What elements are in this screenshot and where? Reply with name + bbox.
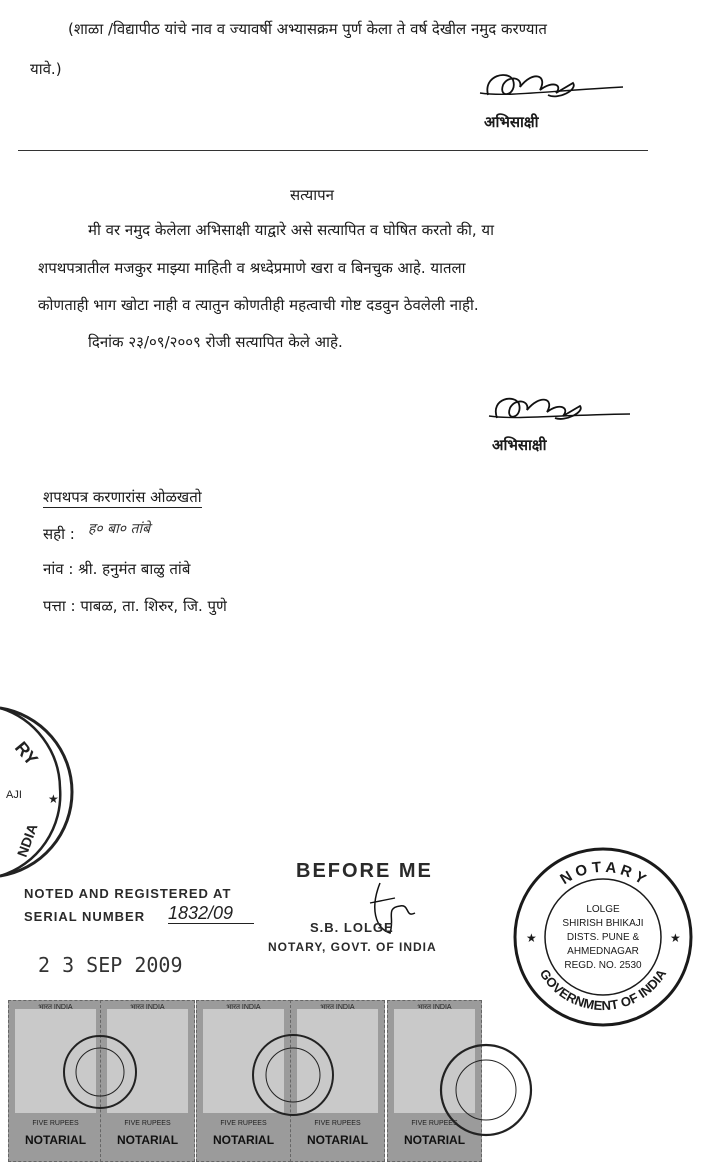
stamp-denomination: FIVE RUPEES [314, 1120, 361, 1127]
small-seal-2 [248, 1030, 338, 1120]
verification-heading: सत्यापन [290, 186, 334, 204]
identifier-sign-label: सही : [43, 525, 75, 543]
stamp-denomination: FIVE RUPEES [411, 1120, 458, 1127]
registration-serial-value: 1832/09 [168, 903, 254, 924]
registration-date: 2 3 SEP 2009 [38, 953, 183, 977]
stamp-denomination: FIVE RUPEES [220, 1120, 267, 1127]
header-note-line2: यावे.) [30, 60, 62, 78]
star-icon: ★ [670, 931, 681, 945]
seal-line5: REGD. NO. 2530 [564, 960, 642, 971]
stamp-country: भारत INDIA [130, 1004, 165, 1011]
star-icon: ★ [526, 931, 537, 945]
stamp-country: भारत INDIA [417, 1004, 452, 1011]
left-notary-seal [0, 698, 80, 878]
left-seal-top-text: RY [10, 737, 42, 770]
header-note-line1: (शाळा /विद्यापीठ यांचे नाव व ज्यावर्षी अभ्यासक्रम पुर्ण केला ते वर्ष देखील नमुद करण्यात [68, 20, 547, 38]
stamp-label: NOTARIAL [306, 1133, 369, 1147]
stamp-country: भारत INDIA [38, 1004, 73, 1011]
seal-line1: LOLGE [586, 904, 620, 915]
identifier-sign-value: ह० बा० तांबे [88, 521, 151, 537]
seal-line2: SHIRISH BHIKAJI [562, 918, 644, 929]
verification-para-line1: मी वर नमुद केलेला अभिसाक्षी याद्वारे असे सत्यापित व घोषित करतो की, या [88, 221, 495, 239]
signature-1 [478, 65, 628, 115]
seal-line4: AHMEDNAGAR [567, 946, 639, 957]
notary-seal [508, 842, 698, 1032]
stamp-country: भारत INDIA [320, 1004, 355, 1011]
stamp-country: भारत INDIA [226, 1004, 261, 1011]
star-icon: ★ [48, 792, 59, 806]
seal-top-text: N O T A R Y [557, 858, 649, 889]
stamp-label: NOTARIAL [212, 1133, 275, 1147]
before-me-label: BEFORE ME [296, 860, 433, 882]
stamp-label: NOTARIAL [24, 1133, 87, 1147]
signature-2 [485, 390, 635, 435]
identifier-name-line: नांव : श्री. हनुमंत बाळु तांबे [43, 560, 191, 578]
left-seal-ring-text: NDIA [13, 821, 41, 860]
registration-serial-label: SERIAL NUMBER [24, 909, 146, 924]
notary-title: NOTARY, GOVT. OF INDIA [268, 940, 437, 954]
svg-text:N O T A R Y [557, 859, 648, 888]
section-divider [18, 150, 648, 151]
small-seal-1 [60, 1032, 140, 1112]
verification-date-line: दिनांक २३/०९/२००९ रोजी सत्यापित केले आहे. [88, 333, 343, 351]
verification-para-line3: कोणताही भाग खोटा नाही व त्यातुन कोणतीही महत्वाची गोष्ट दडवुन ठेवलेली नाही. [38, 296, 479, 314]
stamp-label: NOTARIAL [116, 1133, 179, 1147]
identifier-heading: शपथपत्र करणारांस ओळखतो [43, 488, 202, 506]
stamp-denomination: FIVE RUPEES [124, 1120, 171, 1127]
stamp-denomination: FIVE RUPEES [32, 1120, 79, 1127]
registration-line1: NOTED AND REGISTERED AT [24, 886, 232, 901]
identifier-address-line: पत्ता : पाबळ, ता. शिरुर, जि. पुणे [43, 597, 227, 615]
seal-line3: DISTS. PUNE & [566, 932, 640, 943]
signatory-label-1: अभिसाक्षी [484, 113, 539, 131]
left-seal-mid-text: AJI [6, 789, 22, 801]
small-seal-3 [436, 1040, 536, 1140]
signatory-label-2: अभिसाक्षी [492, 436, 547, 454]
seal-ring-text: GOVERNMENT OF INDIA [536, 966, 670, 1014]
notary-name: S.B. LOLGE [310, 920, 394, 935]
stamp-label: NOTARIAL [403, 1133, 466, 1147]
verification-para-line2: शपथपत्रातील मजकुर माझ्या माहिती व श्रध्देप्रमाणे खरा व बिनचुक आहे. यातला [38, 259, 466, 277]
